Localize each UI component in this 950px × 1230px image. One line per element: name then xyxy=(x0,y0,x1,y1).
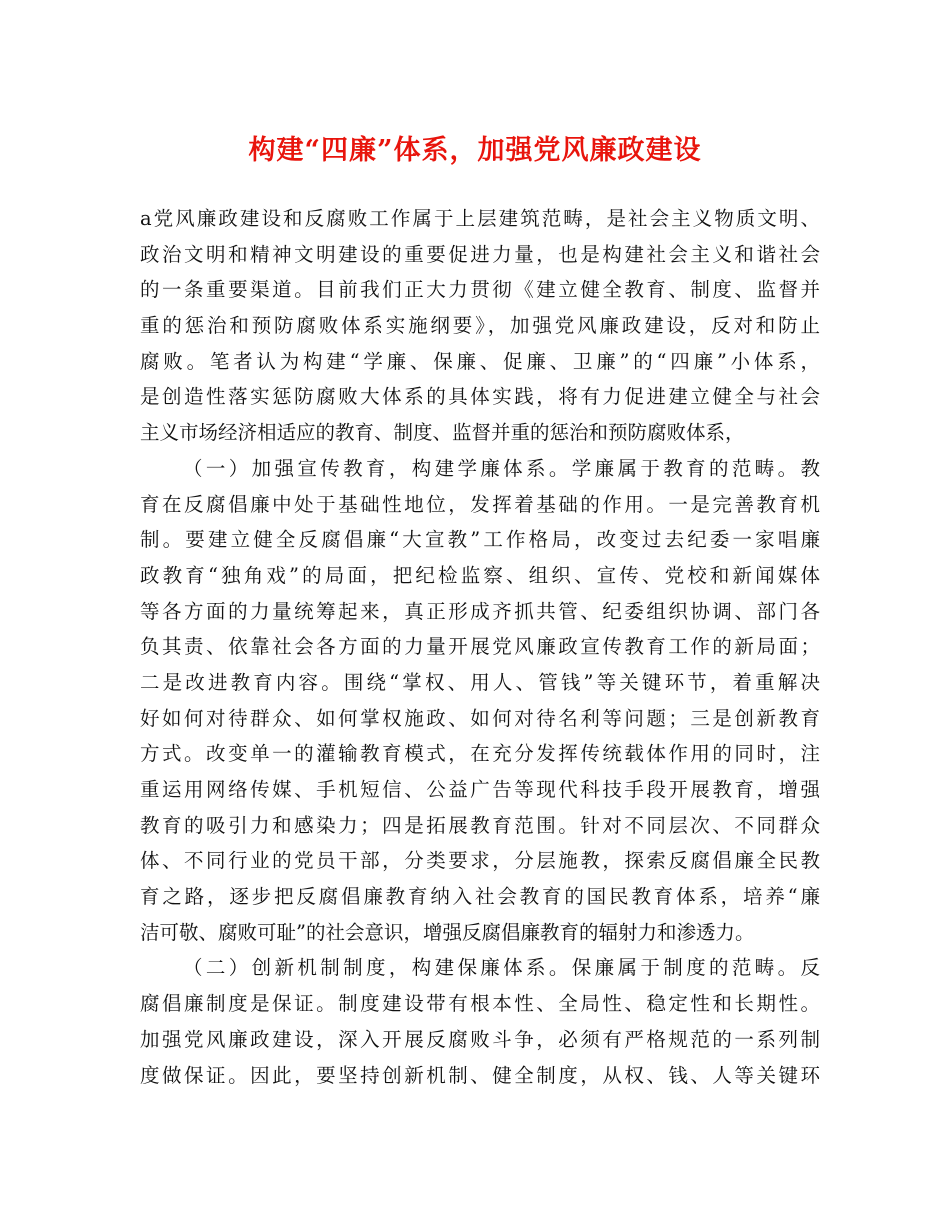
paragraph-line: 好如何对待群众、如何掌权施政、如何对待名利等问题；三是创新教育 xyxy=(140,706,820,730)
paragraph-line: 的一条重要渠道。目前我们正大力贯彻《建立健全教育、制度、监督并 xyxy=(140,278,820,302)
paragraph-line: 是创造性落实惩防腐败大体系的具体实践，将有力促进建立健全与社会 xyxy=(140,385,820,409)
paragraph-line: 洁可敬、腐败可耻”的社会意识，增强反腐倡廉教育的辐射力和渗透力。 xyxy=(140,920,755,944)
paragraph-line: 二是改进教育内容。围绕“掌权、用人、管钱”等关键环节，着重解决 xyxy=(140,670,820,694)
paragraph-line: 度做保证。因此，要坚持创新机制、健全制度，从权、钱、人等关键环 xyxy=(140,1063,820,1087)
paragraph-line: 政教育“独角戏”的局面，把纪检监察、组织、宣传、党校和新闻媒体 xyxy=(140,563,820,587)
paragraph-line: 制。要建立健全反腐倡廉“大宣教”工作格局，改变过去纪委一家唱廉 xyxy=(140,528,820,552)
document-title: 构建“四廉”体系，加强党风廉政建设 xyxy=(248,135,702,166)
paragraph-line: 等各方面的力量统筹起来，真正形成齐抓共管、纪委组织协调、部门各 xyxy=(140,599,820,623)
paragraph-line: 教育的吸引力和感染力；四是拓展教育范围。针对不同层次、不同群众 xyxy=(140,813,820,837)
paragraph-line: 育之路，逐步把反腐倡廉教育纳入社会教育的国民教育体系，培养“廉 xyxy=(140,885,820,909)
paragraph-line: 体、不同行业的党员干部，分类要求，分层施教，探索反腐倡廉全民教 xyxy=(140,849,820,873)
paragraph-line: 主义市场经济相适应的教育、制度、监督并重的惩治和预防腐败体系， xyxy=(140,421,745,445)
paragraph-line: 加强党风廉政建设，深入开展反腐败斗争，必须有严格规范的一系列制 xyxy=(140,1027,820,1051)
paragraph-line: 育在反腐倡廉中处于基础性地位，发挥着基础的作用。一是完善教育机 xyxy=(140,492,820,516)
paragraph-line: （一）加强宣传教育，构建学廉体系。学廉属于教育的范畴。教 xyxy=(183,456,820,480)
paragraph-line: 腐倡廉制度是保证。制度建设带有根本性、全局性、稳定性和长期性。 xyxy=(140,992,820,1016)
paragraph-line: 重运用网络传媒、手机短信、公益广告等现代科技手段开展教育，增强 xyxy=(140,778,820,801)
paragraph-line: 腐败。笔者认为构建“学廉、保廉、促廉、卫廉”的“四廉”小体系， xyxy=(140,349,820,373)
paragraph-line: a党风廉政建设和反腐败工作属于上层建筑范畴，是社会主义物质文明、 xyxy=(140,207,820,230)
paragraph-line: 重的惩治和预防腐败体系实施纲要》，加强党风廉政建设，反对和防止 xyxy=(140,314,820,338)
paragraph-line: 负其责、依靠社会各方面的力量开展党风廉政宣传教育工作的新局面； xyxy=(140,635,820,659)
document-body xyxy=(140,201,820,1093)
paragraph-line: 政治文明和精神文明建设的重要促进力量，也是构建社会主义和谐社会 xyxy=(140,242,820,266)
paragraph-line: 方式。改变单一的灌输教育模式，在充分发挥传统载体作用的同时，注 xyxy=(140,742,820,766)
paragraph-line: （二）创新机制制度，构建保廉体系。保廉属于制度的范畴。反 xyxy=(183,956,820,980)
